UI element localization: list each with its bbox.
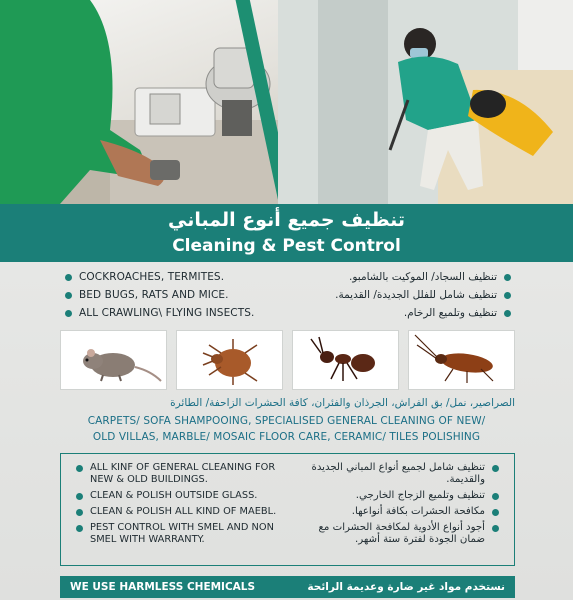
pest-image-ant: [292, 330, 399, 390]
bullet-dot-icon: [65, 292, 72, 299]
bottom-arabic-text: نستخدم مواد غير ضارة وعديمة الرائحة: [307, 581, 505, 593]
service-text: BED BUGS, RATS AND MICE.: [79, 289, 229, 301]
bullet-dot-icon: [65, 274, 72, 281]
bullet-dot-icon: [492, 465, 499, 472]
carpets-services-text: [40, 413, 533, 445]
box-item-text: ALL KINF OF GENERAL CLEANING FOR NEW & OLD BUILDINGS.: [90, 462, 276, 485]
service-text: COCKROACHES, TERMITES.: [79, 271, 225, 283]
title-band: [0, 204, 573, 262]
bullet-dot-icon: [76, 525, 83, 532]
list-item: [69, 522, 301, 546]
box-arabic-list: [306, 462, 506, 550]
bedbug-icon: [177, 331, 284, 391]
bullet-dot-icon: [492, 493, 499, 500]
list-item: [69, 506, 301, 518]
services-english-list: [58, 268, 298, 322]
list-item: [306, 462, 506, 486]
services-arabic-list: [298, 268, 518, 322]
cockroach-icon: [409, 331, 516, 391]
service-text: تنظيف شامل للفلل الجديدة/ القديمة.: [335, 289, 497, 301]
bullet-dot-icon: [65, 310, 72, 317]
title-arabic: تنظيف جميع أنوع المباني: [168, 209, 405, 231]
list-item: [298, 268, 518, 286]
list-item: [306, 490, 506, 502]
box-item-text: مكافحة الحشرات بكافة أنواعها.: [351, 506, 485, 517]
list-item: [58, 268, 298, 286]
box-english-list: [69, 462, 301, 550]
pest-control-spraying-photo: [278, 0, 573, 204]
service-text: ALL CRAWLING\ FLYING INSECTS.: [79, 307, 255, 319]
list-item: [306, 522, 506, 546]
carpets-line: CARPETS/ SOFA SHAMPOOING, SPECIALISED GENERAL CLEANING OF NEW/: [87, 415, 486, 427]
box-item-text: CLEAN & POLISH OUTSIDE GLASS.: [90, 490, 258, 501]
box-item-text: تنظيف وتلميع الزجاج الخارجي.: [355, 490, 485, 501]
services-section: [58, 268, 518, 324]
bullet-dot-icon: [76, 493, 83, 500]
top-photos: [0, 0, 573, 204]
bullet-dot-icon: [76, 465, 83, 472]
service-text: تنظيف السجاد/ الموكيت بالشامبو.: [349, 271, 497, 283]
bullet-dot-icon: [504, 310, 511, 317]
title-english: Cleaning & Pest Control: [172, 236, 401, 256]
pests-arabic-caption: الصراصير، نمل/ بق الفراش، الجرذان والفئران، كافة الحشرات الزاحفة/ الطائرة: [170, 397, 515, 409]
list-item: [58, 304, 298, 322]
list-item: [298, 286, 518, 304]
box-item-text: تنظيف شامل لجميع أنواع المباني الجديدة والقديمة.: [311, 462, 485, 485]
list-item: [306, 506, 506, 518]
bullet-dot-icon: [504, 292, 511, 299]
list-item: [69, 462, 301, 486]
service-text: تنظيف وتلميع الرخام.: [403, 307, 497, 319]
rat-icon: [61, 331, 168, 391]
list-item: [298, 304, 518, 322]
pest-image-bedbug: [176, 330, 283, 390]
bottom-band: [60, 576, 515, 598]
bullet-dot-icon: [492, 509, 499, 516]
pest-image-rat: [60, 330, 167, 390]
list-item: [58, 286, 298, 304]
pest-images-row: [60, 330, 515, 392]
box-item-text: PEST CONTROL WITH SMEL AND NON SMEL WITH WARRANTY.: [90, 522, 274, 545]
box-item-text: أجود أنواع الأدوية لمكافحة الحشرات مع ضمان الجودة لفترة ستة أشهر.: [318, 522, 485, 545]
pest-image-cockroach: [408, 330, 515, 390]
general-cleaning-box: [60, 453, 515, 566]
bottom-english-text: WE USE HARMLESS CHEMICALS: [70, 581, 256, 593]
ant-icon: [293, 331, 400, 391]
list-item: [69, 490, 301, 502]
carpets-line: OLD VILLAS, MARBLE/ MOSAIC FLOOR CARE, CERAMIC/ TILES POLISHING: [92, 431, 481, 443]
bullet-dot-icon: [504, 274, 511, 281]
bullet-dot-icon: [76, 509, 83, 516]
bullet-dot-icon: [492, 525, 499, 532]
box-item-text: CLEAN & POLISH ALL KIND OF MAEBL.: [90, 506, 277, 517]
